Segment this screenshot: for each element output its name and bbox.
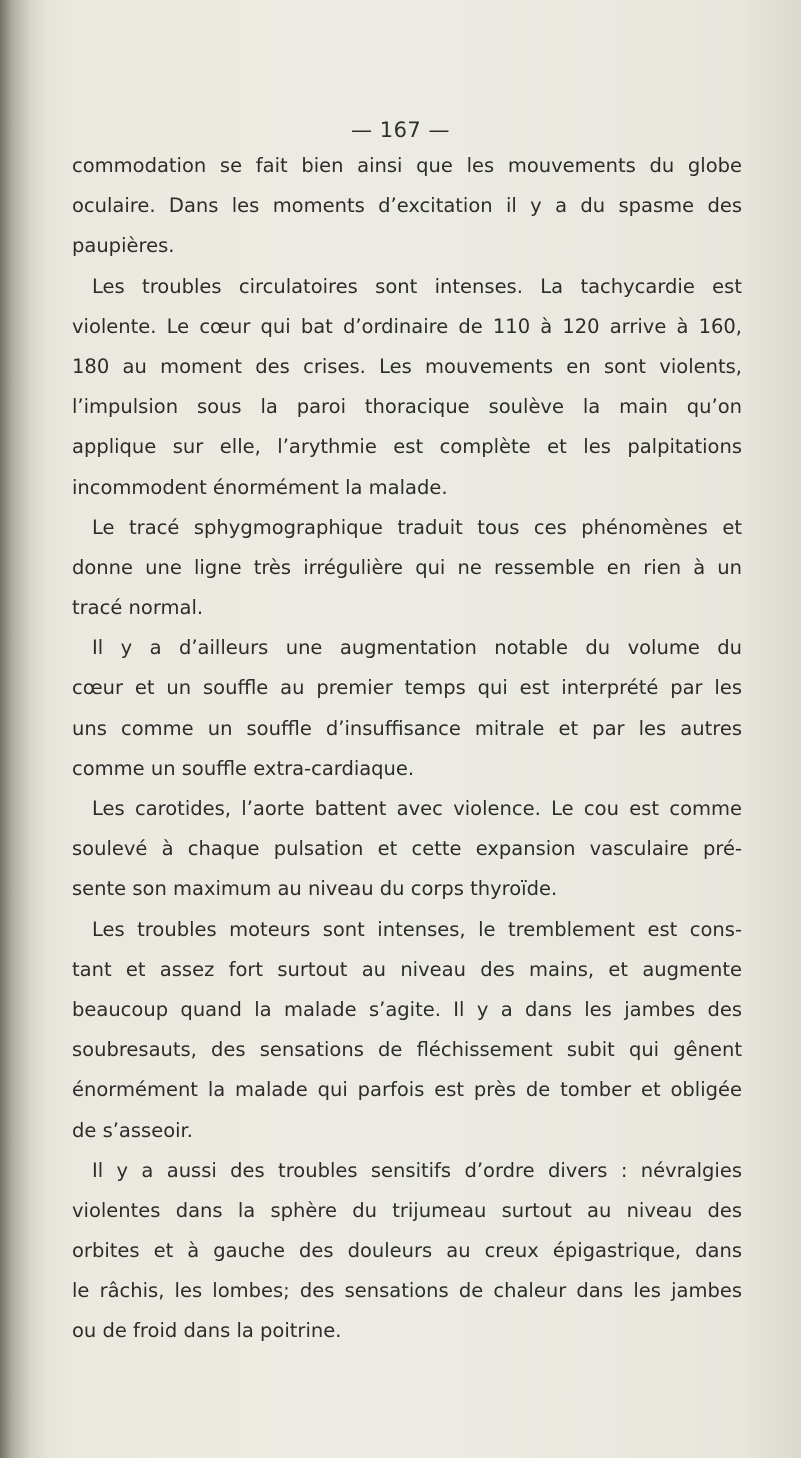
text-line: Les carotides, l’aorte battent avec violence. Le cou est comme — [92, 797, 742, 820]
binding-shadow — [0, 0, 48, 1458]
text-line: donne une ligne très irrégulière qui ne ressemble en rien à un — [72, 555, 742, 579]
paragraph — [72, 146, 742, 267]
text-line: cœur et un souffle au premier temps qui est interprété par les — [72, 676, 742, 700]
text-line: violentes dans la sphère du trijumeau surtout au niveau des — [72, 1198, 742, 1222]
text-line: violente. Le cœur qui bat d’ordinaire de 110 à 120 arrive à 160, — [72, 314, 742, 338]
text-line: tracé normal. — [72, 596, 204, 620]
text-line: soubresauts, des sensations de fléchissement subit qui gênent — [72, 1038, 742, 1062]
text-line: soulevé à chaque pulsation et cette expansion vasculaire pré- — [72, 837, 742, 861]
text-line: incommodent énormément la malade. — [72, 475, 448, 499]
text-line: le râchis, les lombes; des sensations de chaleur dans les jambes — [72, 1279, 742, 1303]
text-line: Le tracé sphygmographique traduit tous ces phénomènes et — [92, 515, 742, 539]
text-line: l’impulsion sous la paroi thoracique soulève la main qu’on — [72, 395, 742, 419]
paragraph — [72, 267, 742, 508]
text-line: Les troubles moteurs sont intenses, le tremblement est cons- — [92, 917, 742, 941]
text-line: 180 au moment des crises. Les mouvements en sont violents, — [72, 354, 742, 378]
text-line: orbites et à gauche des douleurs au creux épigastrique, dans — [72, 1239, 742, 1263]
paragraph — [72, 789, 742, 910]
text-line: ou de froid dans la poitrine. — [72, 1319, 342, 1343]
page-number: — 167 — — [351, 118, 450, 142]
paragraph — [72, 910, 742, 1151]
text-line: tant et assez fort surtout au niveau des mains, et augmente — [72, 957, 742, 981]
text-line: sente son maximum au niveau du corps thyroïde. — [72, 877, 558, 901]
text-line: de s’asseoir. — [72, 1118, 193, 1142]
body-text — [72, 146, 742, 1352]
text-line: Il y a aussi des troubles sensitifs d’ordre divers : névralgies — [92, 1158, 742, 1182]
text-line: Les troubles circulatoires sont intenses. La tachycardie est — [92, 274, 742, 298]
text-line: beaucoup quand la malade s’agite. Il y a dans les jambes des — [72, 997, 742, 1021]
text-line: oculaire. Dans les moments d’excitation il y a du spasme des — [72, 194, 742, 218]
paragraph — [72, 628, 742, 789]
text-line: Il y a d’ailleurs une augmentation notable du volume du — [92, 636, 742, 660]
text-line: applique sur elle, l’arythmie est complète et les palpitations — [72, 435, 742, 459]
paragraph — [72, 1151, 742, 1352]
text-line: uns comme un souffle d’insuffisance mitrale et par les autres — [72, 716, 742, 740]
text-line: commodation se fait bien ainsi que les mouvements du globe — [72, 154, 742, 177]
text-line: énormément la malade qui parfois est près de tomber et obligée — [72, 1078, 742, 1102]
text-line: comme un souffle extra-cardiaque. — [72, 756, 415, 780]
paragraph — [72, 508, 742, 629]
text-line: paupières. — [72, 234, 175, 258]
